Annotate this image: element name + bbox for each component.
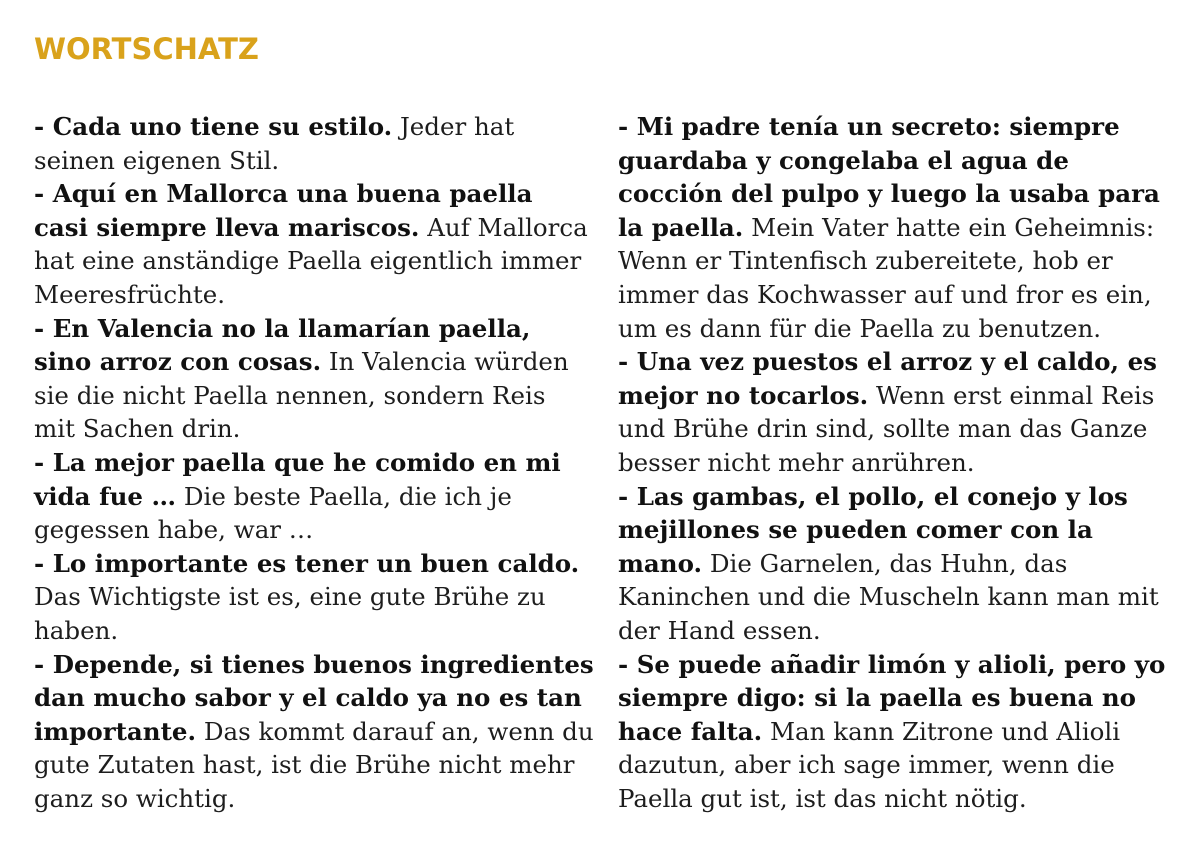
spanish-phrase: - Mi padre tenía un secreto: siempre guardaba y congelaba el agua de cocción del pulpo y luego la usaba para la paella. <box>618 112 1160 242</box>
vocab-entry <box>34 648 594 816</box>
section-title: WORTSCHATZ <box>34 32 259 66</box>
vocab-entry <box>618 480 1178 648</box>
spanish-phrase: - Cada uno tiene su estilo. <box>34 112 393 141</box>
vocab-entry <box>34 312 594 446</box>
spanish-phrase: - La mejor paella que he comido en mi vida fue … <box>34 447 561 511</box>
vocab-entry <box>34 110 594 177</box>
vocabulary-column-right <box>618 110 1178 815</box>
spanish-phrase: - Aquí en Mallorca una buena paella casi siempre lleva mariscos. <box>34 179 533 242</box>
vocab-entry <box>618 648 1178 816</box>
vocab-entry <box>618 110 1178 345</box>
spanish-phrase: - Una vez puestos el arroz y el caldo, es mejor no tocarlos. <box>618 347 1157 410</box>
spanish-phrase: - Se puede añadir limón y alioli, pero yo siempre digo: si la paella es buena no hace falta. <box>618 649 1166 746</box>
spanish-phrase: - Las gambas, el pollo, el conejo y los mejillones se pueden comer con la mano. <box>618 481 1128 578</box>
german-translation: Man kann Zitrone und Alioli dazutun, aber ich sage immer, wenn die Paella gut ist, ist das nicht nötig. <box>618 716 1121 813</box>
german-translation: Das Wichtigste ist es, eine gute Brühe zu haben. <box>34 582 546 645</box>
vocabulary-column-left <box>34 110 594 815</box>
german-translation: In Valencia würden sie die nicht Paella nennen, sondern Reis mit Sachen drin. <box>34 347 569 444</box>
german-translation: Die beste Paella, die ich je gegessen habe, war … <box>34 481 512 545</box>
vocab-entry <box>618 345 1178 479</box>
german-translation: Mein Vater hatte ein Geheimnis: Wenn er Tintenfisch zubereitete, hob er immer das Kochwasser auf und fror es ein, um es dann für die Paella zu benutzen. <box>618 212 1155 343</box>
spanish-phrase: - Lo importante es tener un buen caldo. <box>34 548 580 578</box>
vocab-entry <box>34 177 594 311</box>
vocab-entry <box>34 446 594 547</box>
spanish-phrase: - En Valencia no la llamarían paella, sino arroz con cosas. <box>34 313 531 377</box>
vocab-entry <box>34 547 594 648</box>
german-translation: Die Garnelen, das Huhn, das Kaninchen und die Muscheln kann man mit der Hand essen. <box>618 548 1159 645</box>
spanish-phrase: - Depende, si tienes buenos ingredientes dan mucho sabor y el caldo ya no es tan importante. <box>34 649 594 746</box>
german-translation: Das kommt darauf an, wenn du gute Zutaten hast, ist die Brühe nicht mehr ganz so wichtig. <box>34 716 594 813</box>
german-translation: Wenn erst einmal Reis und Brühe drin sind, sollte man das Ganze besser nicht mehr anrühren. <box>618 380 1155 477</box>
german-translation: Auf Mallorca hat eine anständige Paella eigentlich immer Meeresfrüchte. <box>34 212 588 309</box>
german-translation: Jeder hat seinen eigenen Stil. <box>34 112 515 175</box>
